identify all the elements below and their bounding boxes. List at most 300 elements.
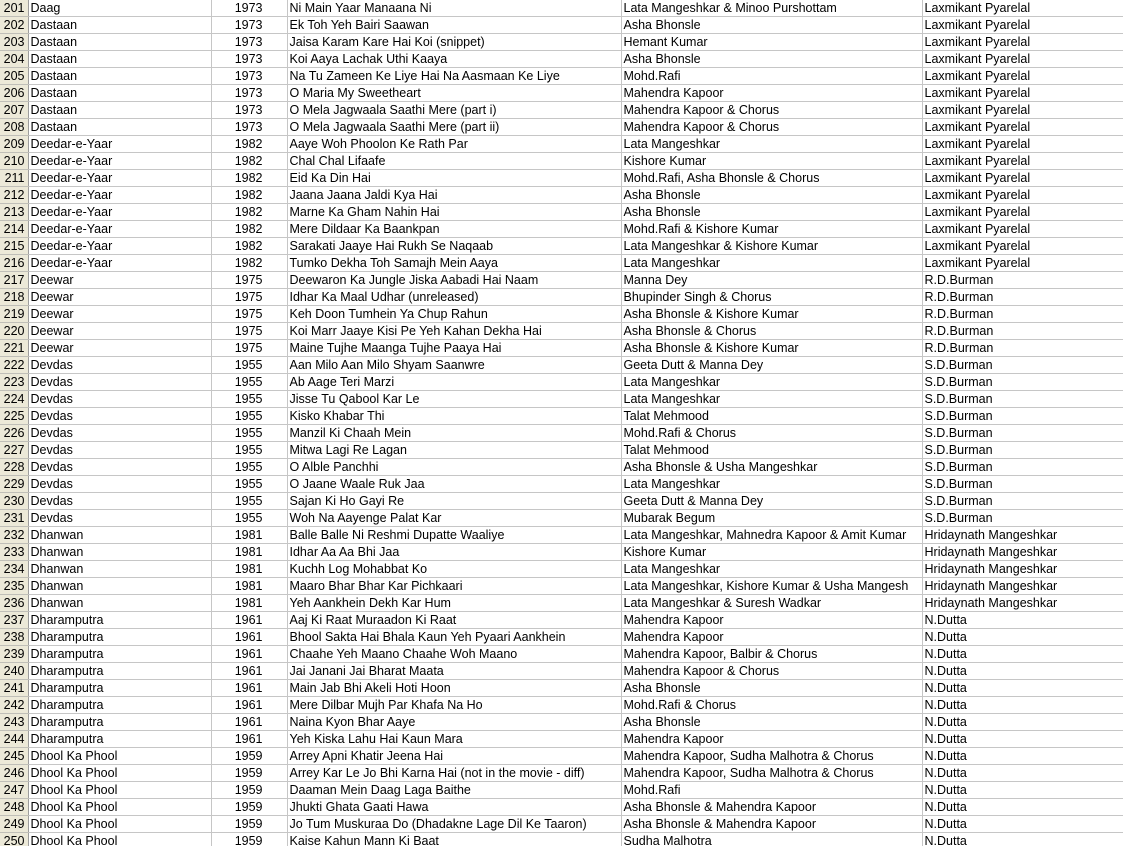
cell-singer[interactable]: Mahendra Kapoor & Chorus — [621, 663, 922, 680]
row-header[interactable]: 247 — [0, 782, 28, 799]
cell-year[interactable]: 1975 — [211, 272, 287, 289]
cell-song[interactable]: Ab Aage Teri Marzi — [287, 374, 621, 391]
cell-singer[interactable]: Asha Bhonsle & Kishore Kumar — [621, 306, 922, 323]
cell-composer[interactable]: N.Dutta — [922, 799, 1123, 816]
row-header[interactable]: 232 — [0, 527, 28, 544]
row-header[interactable]: 241 — [0, 680, 28, 697]
row-header[interactable]: 226 — [0, 425, 28, 442]
cell-composer[interactable]: N.Dutta — [922, 833, 1123, 846]
cell-year[interactable]: 1973 — [211, 51, 287, 68]
cell-year[interactable]: 1961 — [211, 697, 287, 714]
cell-year[interactable]: 1981 — [211, 578, 287, 595]
cell-song[interactable]: O Jaane Waale Ruk Jaa — [287, 476, 621, 493]
cell-movie[interactable]: Dharamputra — [28, 731, 211, 748]
cell-year[interactable]: 1982 — [211, 238, 287, 255]
cell-song[interactable]: Marne Ka Gham Nahin Hai — [287, 204, 621, 221]
cell-song[interactable]: Maine Tujhe Maanga Tujhe Paaya Hai — [287, 340, 621, 357]
cell-year[interactable]: 1955 — [211, 476, 287, 493]
cell-singer[interactable]: Lata Mangeshkar — [621, 476, 922, 493]
cell-singer[interactable]: Lata Mangeshkar, Mahnedra Kapoor & Amit Kumar — [621, 527, 922, 544]
cell-singer[interactable]: Asha Bhonsle — [621, 187, 922, 204]
cell-song[interactable]: Mitwa Lagi Re Lagan — [287, 442, 621, 459]
cell-movie[interactable]: Dhool Ka Phool — [28, 748, 211, 765]
cell-singer[interactable]: Lata Mangeshkar — [621, 374, 922, 391]
cell-year[interactable]: 1959 — [211, 816, 287, 833]
row-header[interactable]: 246 — [0, 765, 28, 782]
cell-singer[interactable]: Mahendra Kapoor & Chorus — [621, 119, 922, 136]
cell-singer[interactable]: Mahendra Kapoor, Sudha Malhotra & Chorus — [621, 765, 922, 782]
cell-singer[interactable]: Mahendra Kapoor, Balbir & Chorus — [621, 646, 922, 663]
cell-composer[interactable]: S.D.Burman — [922, 374, 1123, 391]
row-header[interactable]: 242 — [0, 697, 28, 714]
cell-song[interactable]: Jai Janani Jai Bharat Maata — [287, 663, 621, 680]
cell-song[interactable]: Manzil Ki Chaah Mein — [287, 425, 621, 442]
cell-singer[interactable]: Asha Bhonsle — [621, 204, 922, 221]
cell-movie[interactable]: Dhanwan — [28, 561, 211, 578]
cell-composer[interactable]: Laxmikant Pyarelal — [922, 17, 1123, 34]
cell-singer[interactable]: Hemant Kumar — [621, 34, 922, 51]
cell-composer[interactable]: R.D.Burman — [922, 289, 1123, 306]
row-header[interactable]: 218 — [0, 289, 28, 306]
row-header[interactable]: 233 — [0, 544, 28, 561]
row-header[interactable]: 209 — [0, 136, 28, 153]
cell-composer[interactable]: N.Dutta — [922, 765, 1123, 782]
cell-movie[interactable]: Deedar-e-Yaar — [28, 255, 211, 272]
cell-composer[interactable]: Laxmikant Pyarelal — [922, 34, 1123, 51]
cell-singer[interactable]: Asha Bhonsle & Usha Mangeshkar — [621, 459, 922, 476]
cell-year[interactable]: 1955 — [211, 408, 287, 425]
cell-singer[interactable]: Lata Mangeshkar & Kishore Kumar — [621, 238, 922, 255]
cell-song[interactable]: Arrey Kar Le Jo Bhi Karna Hai (not in the movie - diff) — [287, 765, 621, 782]
cell-movie[interactable]: Dhanwan — [28, 595, 211, 612]
row-header[interactable]: 215 — [0, 238, 28, 255]
cell-song[interactable]: Aaye Woh Phoolon Ke Rath Par — [287, 136, 621, 153]
cell-movie[interactable]: Dhanwan — [28, 527, 211, 544]
cell-year[interactable]: 1959 — [211, 782, 287, 799]
cell-composer[interactable]: R.D.Burman — [922, 306, 1123, 323]
cell-song[interactable]: Sajan Ki Ho Gayi Re — [287, 493, 621, 510]
cell-year[interactable]: 1959 — [211, 799, 287, 816]
cell-movie[interactable]: Dhool Ka Phool — [28, 833, 211, 846]
cell-year[interactable]: 1982 — [211, 255, 287, 272]
cell-song[interactable]: Balle Balle Ni Reshmi Dupatte Waaliye — [287, 527, 621, 544]
cell-year[interactable]: 1982 — [211, 153, 287, 170]
row-header[interactable]: 208 — [0, 119, 28, 136]
cell-composer[interactable]: S.D.Burman — [922, 425, 1123, 442]
cell-singer[interactable]: Mahendra Kapoor — [621, 85, 922, 102]
cell-composer[interactable]: Laxmikant Pyarelal — [922, 102, 1123, 119]
cell-year[interactable]: 1961 — [211, 663, 287, 680]
cell-singer[interactable]: Asha Bhonsle & Mahendra Kapoor — [621, 799, 922, 816]
cell-song[interactable]: Yeh Kiska Lahu Hai Kaun Mara — [287, 731, 621, 748]
row-header[interactable]: 224 — [0, 391, 28, 408]
cell-singer[interactable]: Talat Mehmood — [621, 408, 922, 425]
cell-movie[interactable]: Devdas — [28, 357, 211, 374]
cell-song[interactable]: Chal Chal Lifaafe — [287, 153, 621, 170]
cell-singer[interactable]: Lata Mangeshkar & Suresh Wadkar — [621, 595, 922, 612]
cell-year[interactable]: 1981 — [211, 595, 287, 612]
cell-singer[interactable]: Mahendra Kapoor — [621, 731, 922, 748]
cell-year[interactable]: 1961 — [211, 612, 287, 629]
cell-year[interactable]: 1955 — [211, 510, 287, 527]
row-header[interactable]: 213 — [0, 204, 28, 221]
cell-singer[interactable]: Asha Bhonsle — [621, 51, 922, 68]
cell-composer[interactable]: N.Dutta — [922, 816, 1123, 833]
cell-composer[interactable]: Laxmikant Pyarelal — [922, 170, 1123, 187]
cell-song[interactable]: Maaro Bhar Bhar Kar Pichkaari — [287, 578, 621, 595]
cell-year[interactable]: 1975 — [211, 340, 287, 357]
cell-movie[interactable]: Dhool Ka Phool — [28, 782, 211, 799]
cell-year[interactable]: 1961 — [211, 714, 287, 731]
cell-song[interactable]: Daaman Mein Daag Laga Baithe — [287, 782, 621, 799]
cell-year[interactable]: 1981 — [211, 527, 287, 544]
cell-movie[interactable]: Devdas — [28, 510, 211, 527]
row-header[interactable]: 227 — [0, 442, 28, 459]
row-header[interactable]: 211 — [0, 170, 28, 187]
row-header[interactable]: 244 — [0, 731, 28, 748]
cell-year[interactable]: 1959 — [211, 748, 287, 765]
row-header[interactable]: 225 — [0, 408, 28, 425]
cell-singer[interactable]: Kishore Kumar — [621, 153, 922, 170]
cell-singer[interactable]: Mahendra Kapoor & Chorus — [621, 102, 922, 119]
cell-singer[interactable]: Asha Bhonsle — [621, 680, 922, 697]
cell-movie[interactable]: Dharamputra — [28, 680, 211, 697]
cell-composer[interactable]: N.Dutta — [922, 646, 1123, 663]
cell-year[interactable]: 1982 — [211, 221, 287, 238]
row-header[interactable]: 212 — [0, 187, 28, 204]
cell-composer[interactable]: S.D.Burman — [922, 510, 1123, 527]
cell-song[interactable]: Mere Dildaar Ka Baankpan — [287, 221, 621, 238]
cell-year[interactable]: 1961 — [211, 629, 287, 646]
cell-composer[interactable]: Laxmikant Pyarelal — [922, 119, 1123, 136]
cell-song[interactable]: Jo Tum Muskuraa Do (Dhadakne Lage Dil Ke Taaron) — [287, 816, 621, 833]
cell-composer[interactable]: N.Dutta — [922, 714, 1123, 731]
row-header[interactable]: 222 — [0, 357, 28, 374]
cell-composer[interactable]: Laxmikant Pyarelal — [922, 136, 1123, 153]
cell-year[interactable]: 1975 — [211, 289, 287, 306]
row-header[interactable]: 204 — [0, 51, 28, 68]
cell-song[interactable]: Jaana Jaana Jaldi Kya Hai — [287, 187, 621, 204]
cell-song[interactable]: Chaahe Yeh Maano Chaahe Woh Maano — [287, 646, 621, 663]
cell-movie[interactable]: Deedar-e-Yaar — [28, 204, 211, 221]
cell-composer[interactable]: Hridaynath Mangeshkar — [922, 595, 1123, 612]
cell-movie[interactable]: Dharamputra — [28, 612, 211, 629]
cell-movie[interactable]: Devdas — [28, 476, 211, 493]
cell-song[interactable]: Ek Toh Yeh Bairi Saawan — [287, 17, 621, 34]
row-header[interactable]: 229 — [0, 476, 28, 493]
cell-singer[interactable]: Geeta Dutt & Manna Dey — [621, 357, 922, 374]
cell-song[interactable]: Deewaron Ka Jungle Jiska Aabadi Hai Naam — [287, 272, 621, 289]
cell-singer[interactable]: Mohd.Rafi & Chorus — [621, 697, 922, 714]
cell-song[interactable]: Tumko Dekha Toh Samajh Mein Aaya — [287, 255, 621, 272]
cell-composer[interactable]: S.D.Burman — [922, 357, 1123, 374]
cell-movie[interactable]: Daag — [28, 0, 211, 17]
cell-year[interactable]: 1973 — [211, 68, 287, 85]
cell-composer[interactable]: Laxmikant Pyarelal — [922, 68, 1123, 85]
row-header[interactable]: 228 — [0, 459, 28, 476]
cell-composer[interactable]: S.D.Burman — [922, 493, 1123, 510]
cell-song[interactable]: O Alble Panchhi — [287, 459, 621, 476]
cell-composer[interactable]: N.Dutta — [922, 663, 1123, 680]
cell-song[interactable]: O Mela Jagwaala Saathi Mere (part i) — [287, 102, 621, 119]
cell-movie[interactable]: Dastaan — [28, 68, 211, 85]
cell-composer[interactable]: N.Dutta — [922, 629, 1123, 646]
cell-year[interactable]: 1981 — [211, 544, 287, 561]
cell-song[interactable]: Eid Ka Din Hai — [287, 170, 621, 187]
row-header[interactable]: 249 — [0, 816, 28, 833]
row-header[interactable]: 205 — [0, 68, 28, 85]
cell-song[interactable]: Keh Doon Tumhein Ya Chup Rahun — [287, 306, 621, 323]
cell-movie[interactable]: Deedar-e-Yaar — [28, 170, 211, 187]
cell-composer[interactable]: Laxmikant Pyarelal — [922, 0, 1123, 17]
cell-song[interactable]: Woh Na Aayenge Palat Kar — [287, 510, 621, 527]
cell-movie[interactable]: Deedar-e-Yaar — [28, 153, 211, 170]
cell-movie[interactable]: Dastaan — [28, 102, 211, 119]
row-header[interactable]: 206 — [0, 85, 28, 102]
row-header[interactable]: 221 — [0, 340, 28, 357]
row-header[interactable]: 237 — [0, 612, 28, 629]
cell-composer[interactable]: N.Dutta — [922, 697, 1123, 714]
cell-movie[interactable]: Dharamputra — [28, 646, 211, 663]
row-header[interactable]: 220 — [0, 323, 28, 340]
cell-singer[interactable]: Kishore Kumar — [621, 544, 922, 561]
cell-movie[interactable]: Dastaan — [28, 119, 211, 136]
cell-year[interactable]: 1955 — [211, 442, 287, 459]
row-header[interactable]: 201 — [0, 0, 28, 17]
cell-movie[interactable]: Dharamputra — [28, 629, 211, 646]
cell-singer[interactable]: Lata Mangeshkar — [621, 561, 922, 578]
cell-composer[interactable]: N.Dutta — [922, 731, 1123, 748]
row-header[interactable]: 231 — [0, 510, 28, 527]
cell-singer[interactable]: Manna Dey — [621, 272, 922, 289]
cell-movie[interactable]: Deewar — [28, 289, 211, 306]
cell-song[interactable]: Koi Marr Jaaye Kisi Pe Yeh Kahan Dekha Hai — [287, 323, 621, 340]
row-header[interactable]: 248 — [0, 799, 28, 816]
cell-song[interactable]: Sarakati Jaaye Hai Rukh Se Naqaab — [287, 238, 621, 255]
cell-singer[interactable]: Mohd.Rafi — [621, 68, 922, 85]
row-header[interactable]: 230 — [0, 493, 28, 510]
cell-movie[interactable]: Devdas — [28, 425, 211, 442]
cell-composer[interactable]: Laxmikant Pyarelal — [922, 255, 1123, 272]
cell-year[interactable]: 1982 — [211, 136, 287, 153]
cell-singer[interactable]: Asha Bhonsle & Mahendra Kapoor — [621, 816, 922, 833]
row-header[interactable]: 219 — [0, 306, 28, 323]
cell-composer[interactable]: Laxmikant Pyarelal — [922, 238, 1123, 255]
cell-year[interactable]: 1955 — [211, 493, 287, 510]
cell-song[interactable]: Jisse Tu Qabool Kar Le — [287, 391, 621, 408]
cell-song[interactable]: Idhar Ka Maal Udhar (unreleased) — [287, 289, 621, 306]
cell-year[interactable]: 1982 — [211, 204, 287, 221]
row-header[interactable]: 203 — [0, 34, 28, 51]
cell-song[interactable]: Yeh Aankhein Dekh Kar Hum — [287, 595, 621, 612]
cell-year[interactable]: 1955 — [211, 357, 287, 374]
cell-composer[interactable]: Hridaynath Mangeshkar — [922, 578, 1123, 595]
cell-year[interactable]: 1959 — [211, 833, 287, 846]
cell-composer[interactable]: Laxmikant Pyarelal — [922, 204, 1123, 221]
row-header[interactable]: 235 — [0, 578, 28, 595]
cell-composer[interactable]: R.D.Burman — [922, 323, 1123, 340]
cell-song[interactable]: Jhukti Ghata Gaati Hawa — [287, 799, 621, 816]
cell-movie[interactable]: Dhanwan — [28, 544, 211, 561]
cell-year[interactable]: 1959 — [211, 765, 287, 782]
cell-year[interactable]: 1955 — [211, 391, 287, 408]
row-header[interactable]: 236 — [0, 595, 28, 612]
cell-composer[interactable]: N.Dutta — [922, 782, 1123, 799]
cell-singer[interactable]: Mahendra Kapoor — [621, 612, 922, 629]
cell-song[interactable]: O Mela Jagwaala Saathi Mere (part ii) — [287, 119, 621, 136]
cell-song[interactable]: Kaise Kahun Mann Ki Baat — [287, 833, 621, 846]
cell-singer[interactable]: Mohd.Rafi & Kishore Kumar — [621, 221, 922, 238]
cell-composer[interactable]: R.D.Burman — [922, 272, 1123, 289]
cell-song[interactable]: O Maria My Sweetheart — [287, 85, 621, 102]
cell-composer[interactable]: Laxmikant Pyarelal — [922, 187, 1123, 204]
cell-composer[interactable]: S.D.Burman — [922, 408, 1123, 425]
cell-year[interactable]: 1982 — [211, 187, 287, 204]
cell-composer[interactable]: Hridaynath Mangeshkar — [922, 544, 1123, 561]
cell-composer[interactable]: Hridaynath Mangeshkar — [922, 561, 1123, 578]
row-header[interactable]: 240 — [0, 663, 28, 680]
cell-year[interactable]: 1961 — [211, 680, 287, 697]
cell-movie[interactable]: Dhanwan — [28, 578, 211, 595]
cell-singer[interactable]: Asha Bhonsle & Chorus — [621, 323, 922, 340]
cell-movie[interactable]: Deedar-e-Yaar — [28, 238, 211, 255]
cell-song[interactable]: Jaisa Karam Kare Hai Koi (snippet) — [287, 34, 621, 51]
cell-composer[interactable]: Laxmikant Pyarelal — [922, 153, 1123, 170]
cell-movie[interactable]: Dastaan — [28, 85, 211, 102]
cell-movie[interactable]: Devdas — [28, 391, 211, 408]
cell-composer[interactable]: Laxmikant Pyarelal — [922, 51, 1123, 68]
cell-year[interactable]: 1973 — [211, 34, 287, 51]
cell-movie[interactable]: Devdas — [28, 459, 211, 476]
cell-year[interactable]: 1961 — [211, 731, 287, 748]
cell-movie[interactable]: Dhool Ka Phool — [28, 799, 211, 816]
row-header[interactable]: 238 — [0, 629, 28, 646]
row-header[interactable]: 207 — [0, 102, 28, 119]
row-header[interactable]: 216 — [0, 255, 28, 272]
cell-year[interactable]: 1961 — [211, 646, 287, 663]
cell-movie[interactable]: Deedar-e-Yaar — [28, 221, 211, 238]
row-header[interactable]: 217 — [0, 272, 28, 289]
row-header[interactable]: 250 — [0, 833, 28, 846]
cell-song[interactable]: Aan Milo Aan Milo Shyam Saanwre — [287, 357, 621, 374]
cell-singer[interactable]: Lata Mangeshkar — [621, 391, 922, 408]
cell-movie[interactable]: Devdas — [28, 442, 211, 459]
cell-composer[interactable]: Laxmikant Pyarelal — [922, 221, 1123, 238]
cell-song[interactable]: Koi Aaya Lachak Uthi Kaaya — [287, 51, 621, 68]
cell-song[interactable]: Aaj Ki Raat Muraadon Ki Raat — [287, 612, 621, 629]
cell-composer[interactable]: S.D.Burman — [922, 476, 1123, 493]
cell-movie[interactable]: Deewar — [28, 340, 211, 357]
cell-singer[interactable]: Lata Mangeshkar — [621, 136, 922, 153]
cell-year[interactable]: 1973 — [211, 17, 287, 34]
cell-year[interactable]: 1955 — [211, 459, 287, 476]
cell-year[interactable]: 1973 — [211, 102, 287, 119]
cell-movie[interactable]: Dharamputra — [28, 663, 211, 680]
cell-singer[interactable]: Mahendra Kapoor — [621, 629, 922, 646]
cell-movie[interactable]: Dharamputra — [28, 697, 211, 714]
cell-song[interactable]: Kuchh Log Mohabbat Ko — [287, 561, 621, 578]
cell-movie[interactable]: Dhool Ka Phool — [28, 816, 211, 833]
cell-singer[interactable]: Asha Bhonsle — [621, 17, 922, 34]
cell-singer[interactable]: Lata Mangeshkar, Kishore Kumar & Usha Mangesh — [621, 578, 922, 595]
cell-year[interactable]: 1973 — [211, 119, 287, 136]
cell-singer[interactable]: Mohd.Rafi & Chorus — [621, 425, 922, 442]
cell-movie[interactable]: Deedar-e-Yaar — [28, 187, 211, 204]
cell-composer[interactable]: N.Dutta — [922, 748, 1123, 765]
cell-movie[interactable]: Deewar — [28, 306, 211, 323]
cell-movie[interactable]: Devdas — [28, 374, 211, 391]
cell-singer[interactable]: Mohd.Rafi, Asha Bhonsle & Chorus — [621, 170, 922, 187]
cell-movie[interactable]: Deewar — [28, 323, 211, 340]
cell-song[interactable]: Main Jab Bhi Akeli Hoti Hoon — [287, 680, 621, 697]
cell-song[interactable]: Arrey Apni Khatir Jeena Hai — [287, 748, 621, 765]
row-header[interactable]: 234 — [0, 561, 28, 578]
row-header[interactable]: 245 — [0, 748, 28, 765]
cell-composer[interactable]: Hridaynath Mangeshkar — [922, 527, 1123, 544]
cell-composer[interactable]: S.D.Burman — [922, 459, 1123, 476]
cell-singer[interactable]: Bhupinder Singh & Chorus — [621, 289, 922, 306]
cell-singer[interactable]: Sudha Malhotra — [621, 833, 922, 846]
cell-composer[interactable]: S.D.Burman — [922, 442, 1123, 459]
cell-song[interactable]: Ni Main Yaar Manaana Ni — [287, 0, 621, 17]
cell-song[interactable]: Na Tu Zameen Ke Liye Hai Na Aasmaan Ke Liye — [287, 68, 621, 85]
row-header[interactable]: 239 — [0, 646, 28, 663]
cell-year[interactable]: 1955 — [211, 425, 287, 442]
cell-composer[interactable]: N.Dutta — [922, 680, 1123, 697]
cell-song[interactable]: Naina Kyon Bhar Aaye — [287, 714, 621, 731]
cell-year[interactable]: 1975 — [211, 323, 287, 340]
cell-singer[interactable]: Mohd.Rafi — [621, 782, 922, 799]
cell-movie[interactable]: Dastaan — [28, 51, 211, 68]
cell-year[interactable]: 1975 — [211, 306, 287, 323]
cell-composer[interactable]: S.D.Burman — [922, 391, 1123, 408]
cell-movie[interactable]: Devdas — [28, 408, 211, 425]
cell-movie[interactable]: Deewar — [28, 272, 211, 289]
cell-year[interactable]: 1973 — [211, 0, 287, 17]
cell-song[interactable]: Mere Dilbar Mujh Par Khafa Na Ho — [287, 697, 621, 714]
cell-movie[interactable]: Dastaan — [28, 17, 211, 34]
cell-composer[interactable]: R.D.Burman — [922, 340, 1123, 357]
cell-singer[interactable]: Mahendra Kapoor, Sudha Malhotra & Chorus — [621, 748, 922, 765]
row-header[interactable]: 210 — [0, 153, 28, 170]
row-header[interactable]: 223 — [0, 374, 28, 391]
cell-movie[interactable]: Dhool Ka Phool — [28, 765, 211, 782]
row-header[interactable]: 202 — [0, 17, 28, 34]
cell-singer[interactable]: Asha Bhonsle — [621, 714, 922, 731]
cell-song[interactable]: Kisko Khabar Thi — [287, 408, 621, 425]
cell-movie[interactable]: Devdas — [28, 493, 211, 510]
cell-song[interactable]: Bhool Sakta Hai Bhala Kaun Yeh Pyaari Aankhein — [287, 629, 621, 646]
cell-movie[interactable]: Dastaan — [28, 34, 211, 51]
cell-year[interactable]: 1955 — [211, 374, 287, 391]
cell-song[interactable]: Idhar Aa Aa Bhi Jaa — [287, 544, 621, 561]
cell-singer[interactable]: Lata Mangeshkar & Minoo Purshottam — [621, 0, 922, 17]
row-header[interactable]: 214 — [0, 221, 28, 238]
cell-movie[interactable]: Dharamputra — [28, 714, 211, 731]
row-header[interactable]: 243 — [0, 714, 28, 731]
cell-movie[interactable]: Deedar-e-Yaar — [28, 136, 211, 153]
cell-composer[interactable]: N.Dutta — [922, 612, 1123, 629]
cell-singer[interactable]: Lata Mangeshkar — [621, 255, 922, 272]
cell-singer[interactable]: Geeta Dutt & Manna Dey — [621, 493, 922, 510]
cell-singer[interactable]: Asha Bhonsle & Kishore Kumar — [621, 340, 922, 357]
cell-singer[interactable]: Talat Mehmood — [621, 442, 922, 459]
cell-year[interactable]: 1982 — [211, 170, 287, 187]
cell-singer[interactable]: Mubarak Begum — [621, 510, 922, 527]
cell-composer[interactable]: Laxmikant Pyarelal — [922, 85, 1123, 102]
cell-year[interactable]: 1973 — [211, 85, 287, 102]
cell-year[interactable]: 1981 — [211, 561, 287, 578]
